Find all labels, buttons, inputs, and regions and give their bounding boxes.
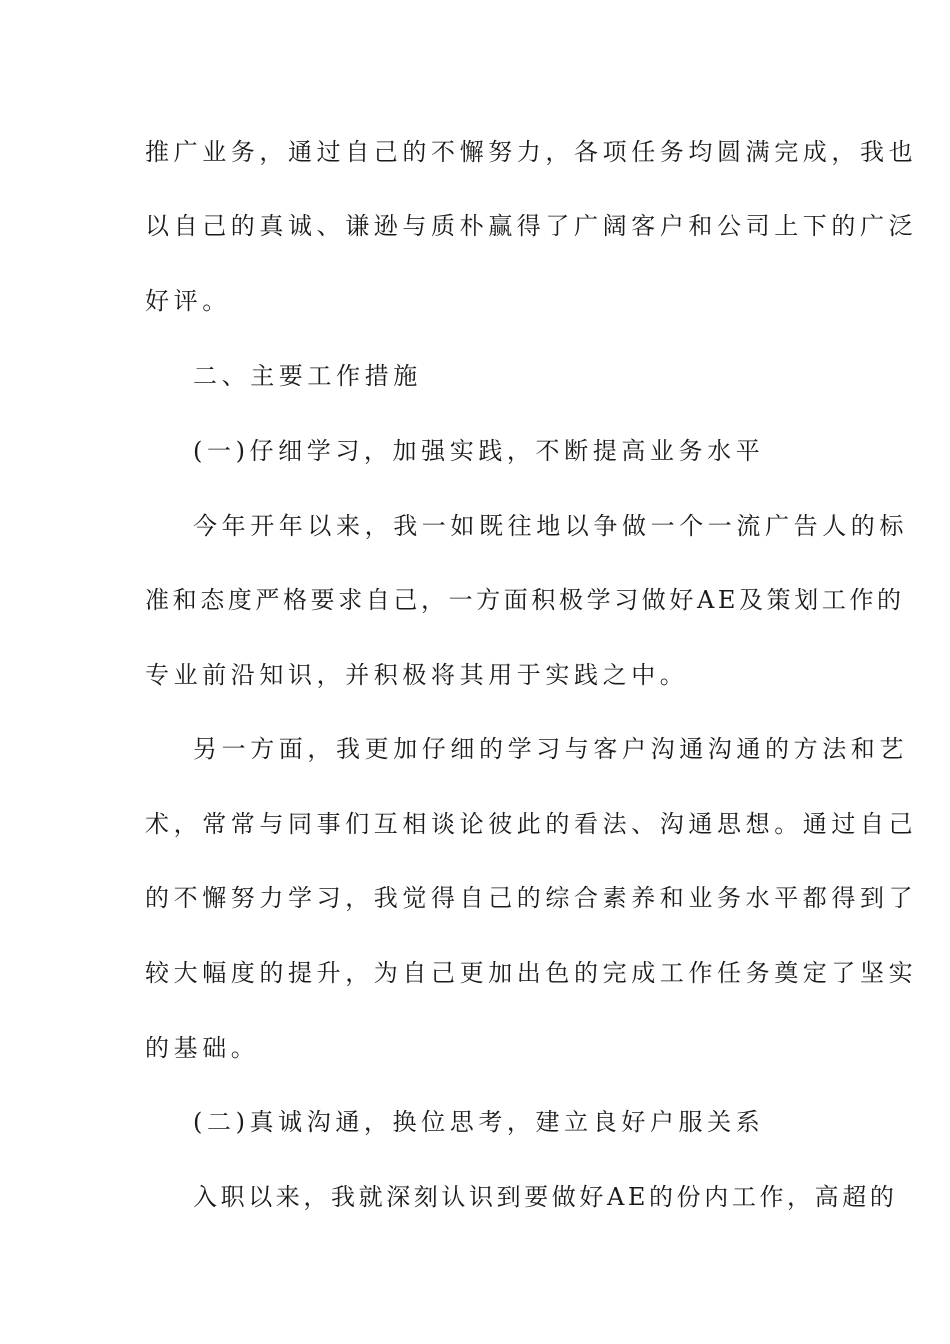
- subsection-heading: (二)真诚沟通，换位思考，建立良好户服关系: [193, 1108, 765, 1136]
- paragraph-line: 准和态度严格要求自己，一方面积极学习做好AE及策划工作的: [145, 586, 905, 614]
- paragraph-line: 较大幅度的提升，为自己更加出色的完成工作任务奠定了坚实: [145, 959, 918, 987]
- paragraph-line: 的不懈努力学习，我觉得自己的综合素养和业务水平都得到了: [145, 884, 918, 912]
- paragraph-line: 专业前沿知识，并积极将其用于实践之中。: [145, 661, 689, 689]
- paragraph-line: 推广业务，通过自己的不懈努力，各项任务均圆满完成，我也: [145, 138, 918, 166]
- section-heading: 二、主要工作措施: [193, 362, 422, 390]
- paragraph-line: 以自己的真诚、谦逊与质朴赢得了广阔客户和公司上下的广泛: [145, 212, 918, 240]
- paragraph-line: 入职以来，我就深刻认识到要做好AE的份内工作，高超的: [193, 1183, 898, 1211]
- paragraph-line: 另一方面，我更加仔细的学习与客户沟通沟通的方法和艺: [193, 735, 908, 763]
- paragraph-line: 的基础。: [145, 1034, 260, 1062]
- paragraph-line: 术，常常与同事们互相谈论彼此的看法、沟通思想。通过自己: [145, 810, 918, 838]
- paragraph-line: 今年开年以来，我一如既往地以争做一个一流广告人的标: [193, 512, 908, 540]
- subsection-heading: (一)仔细学习，加强实践，不断提高业务水平: [193, 437, 765, 465]
- paragraph-line: 好评。: [145, 287, 231, 315]
